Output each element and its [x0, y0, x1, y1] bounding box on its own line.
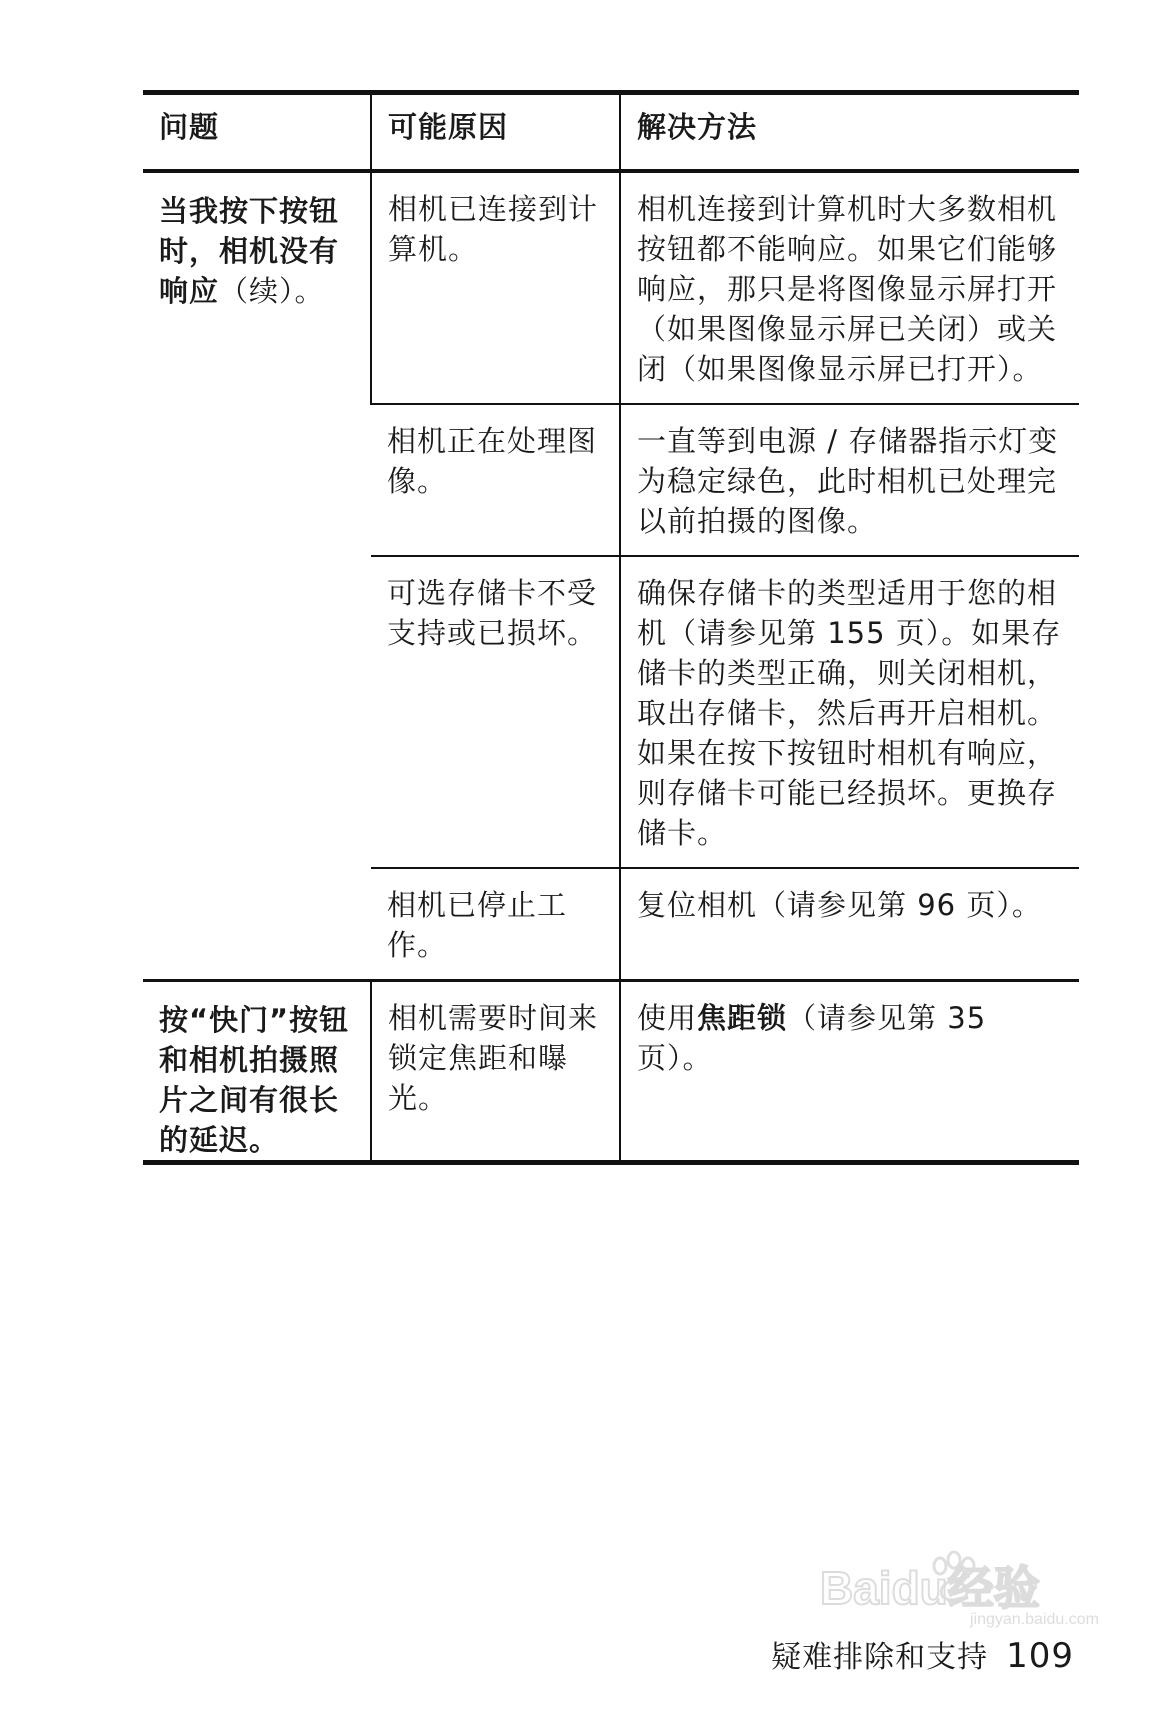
header-cause: 可能原因 — [371, 93, 620, 172]
cause-cell: 可选存储卡不受支持或已损坏。 — [371, 556, 620, 868]
problem-cell — [143, 171, 371, 981]
cause-cell: 相机需要时间来锁定焦距和曝光。 — [371, 981, 620, 1163]
cause-cell: 相机正在处理图像。 — [371, 404, 620, 556]
problem-suffix: （续）。 — [219, 274, 325, 308]
header-solution: 解决方法 — [620, 93, 1079, 172]
cause-cell: 相机已停止工作。 — [371, 868, 620, 981]
solution-cell — [620, 981, 1079, 1163]
solution-cell: 复位相机（请参见第 96 页）。 — [620, 868, 1079, 981]
page-footer — [771, 1636, 1074, 1678]
table-row — [143, 171, 1079, 404]
table-header-row — [143, 93, 1079, 172]
solution-prefix: 使用 — [637, 1001, 698, 1035]
problem-text: 当我按下按钮时，相机没有响应 — [159, 194, 340, 308]
watermark-text: Baidu经验 — [820, 1562, 1040, 1614]
table-row — [143, 981, 1079, 1163]
solution-cell: 相机连接到计算机时大多数相机按钮都不能响应。如果它们能够响应，那只是将图像显示屏打开（如果图像显示屏已关闭）或关闭（如果图像显示屏已打开）。 — [620, 171, 1079, 404]
page-number: 109 — [1006, 1636, 1074, 1676]
problem-cell: 按“快门”按钮和相机拍摄照片之间有很长的延迟。 — [143, 981, 371, 1163]
header-problem: 问题 — [143, 93, 371, 172]
footer-section-title: 疑难排除和支持 — [771, 1640, 989, 1675]
focus-lock-term: 焦距锁 — [697, 1001, 788, 1035]
solution-cell: 确保存储卡的类型适用于您的相机（请参见第 155 页）。如果存储卡的类型正确，则关闭相机，取出存储卡，然后再开启相机。如果在按下按钮时相机有响应，则存储卡可能已经损坏。更换存储卡。 — [620, 556, 1079, 868]
baidu-watermark-logo — [820, 1548, 1110, 1628]
cause-cell: 相机已连接到计算机。 — [371, 171, 620, 404]
solution-cell: 一直等到电源 / 存储器指示灯变为稳定绿色，此时相机已处理完以前拍摄的图像。 — [620, 404, 1079, 556]
solution-suffix: （请参见第 35 页）。 — [637, 1001, 987, 1075]
watermark-subtext: jingyan.baidu.com — [970, 1611, 1099, 1628]
troubleshooting-table — [143, 90, 1079, 1165]
